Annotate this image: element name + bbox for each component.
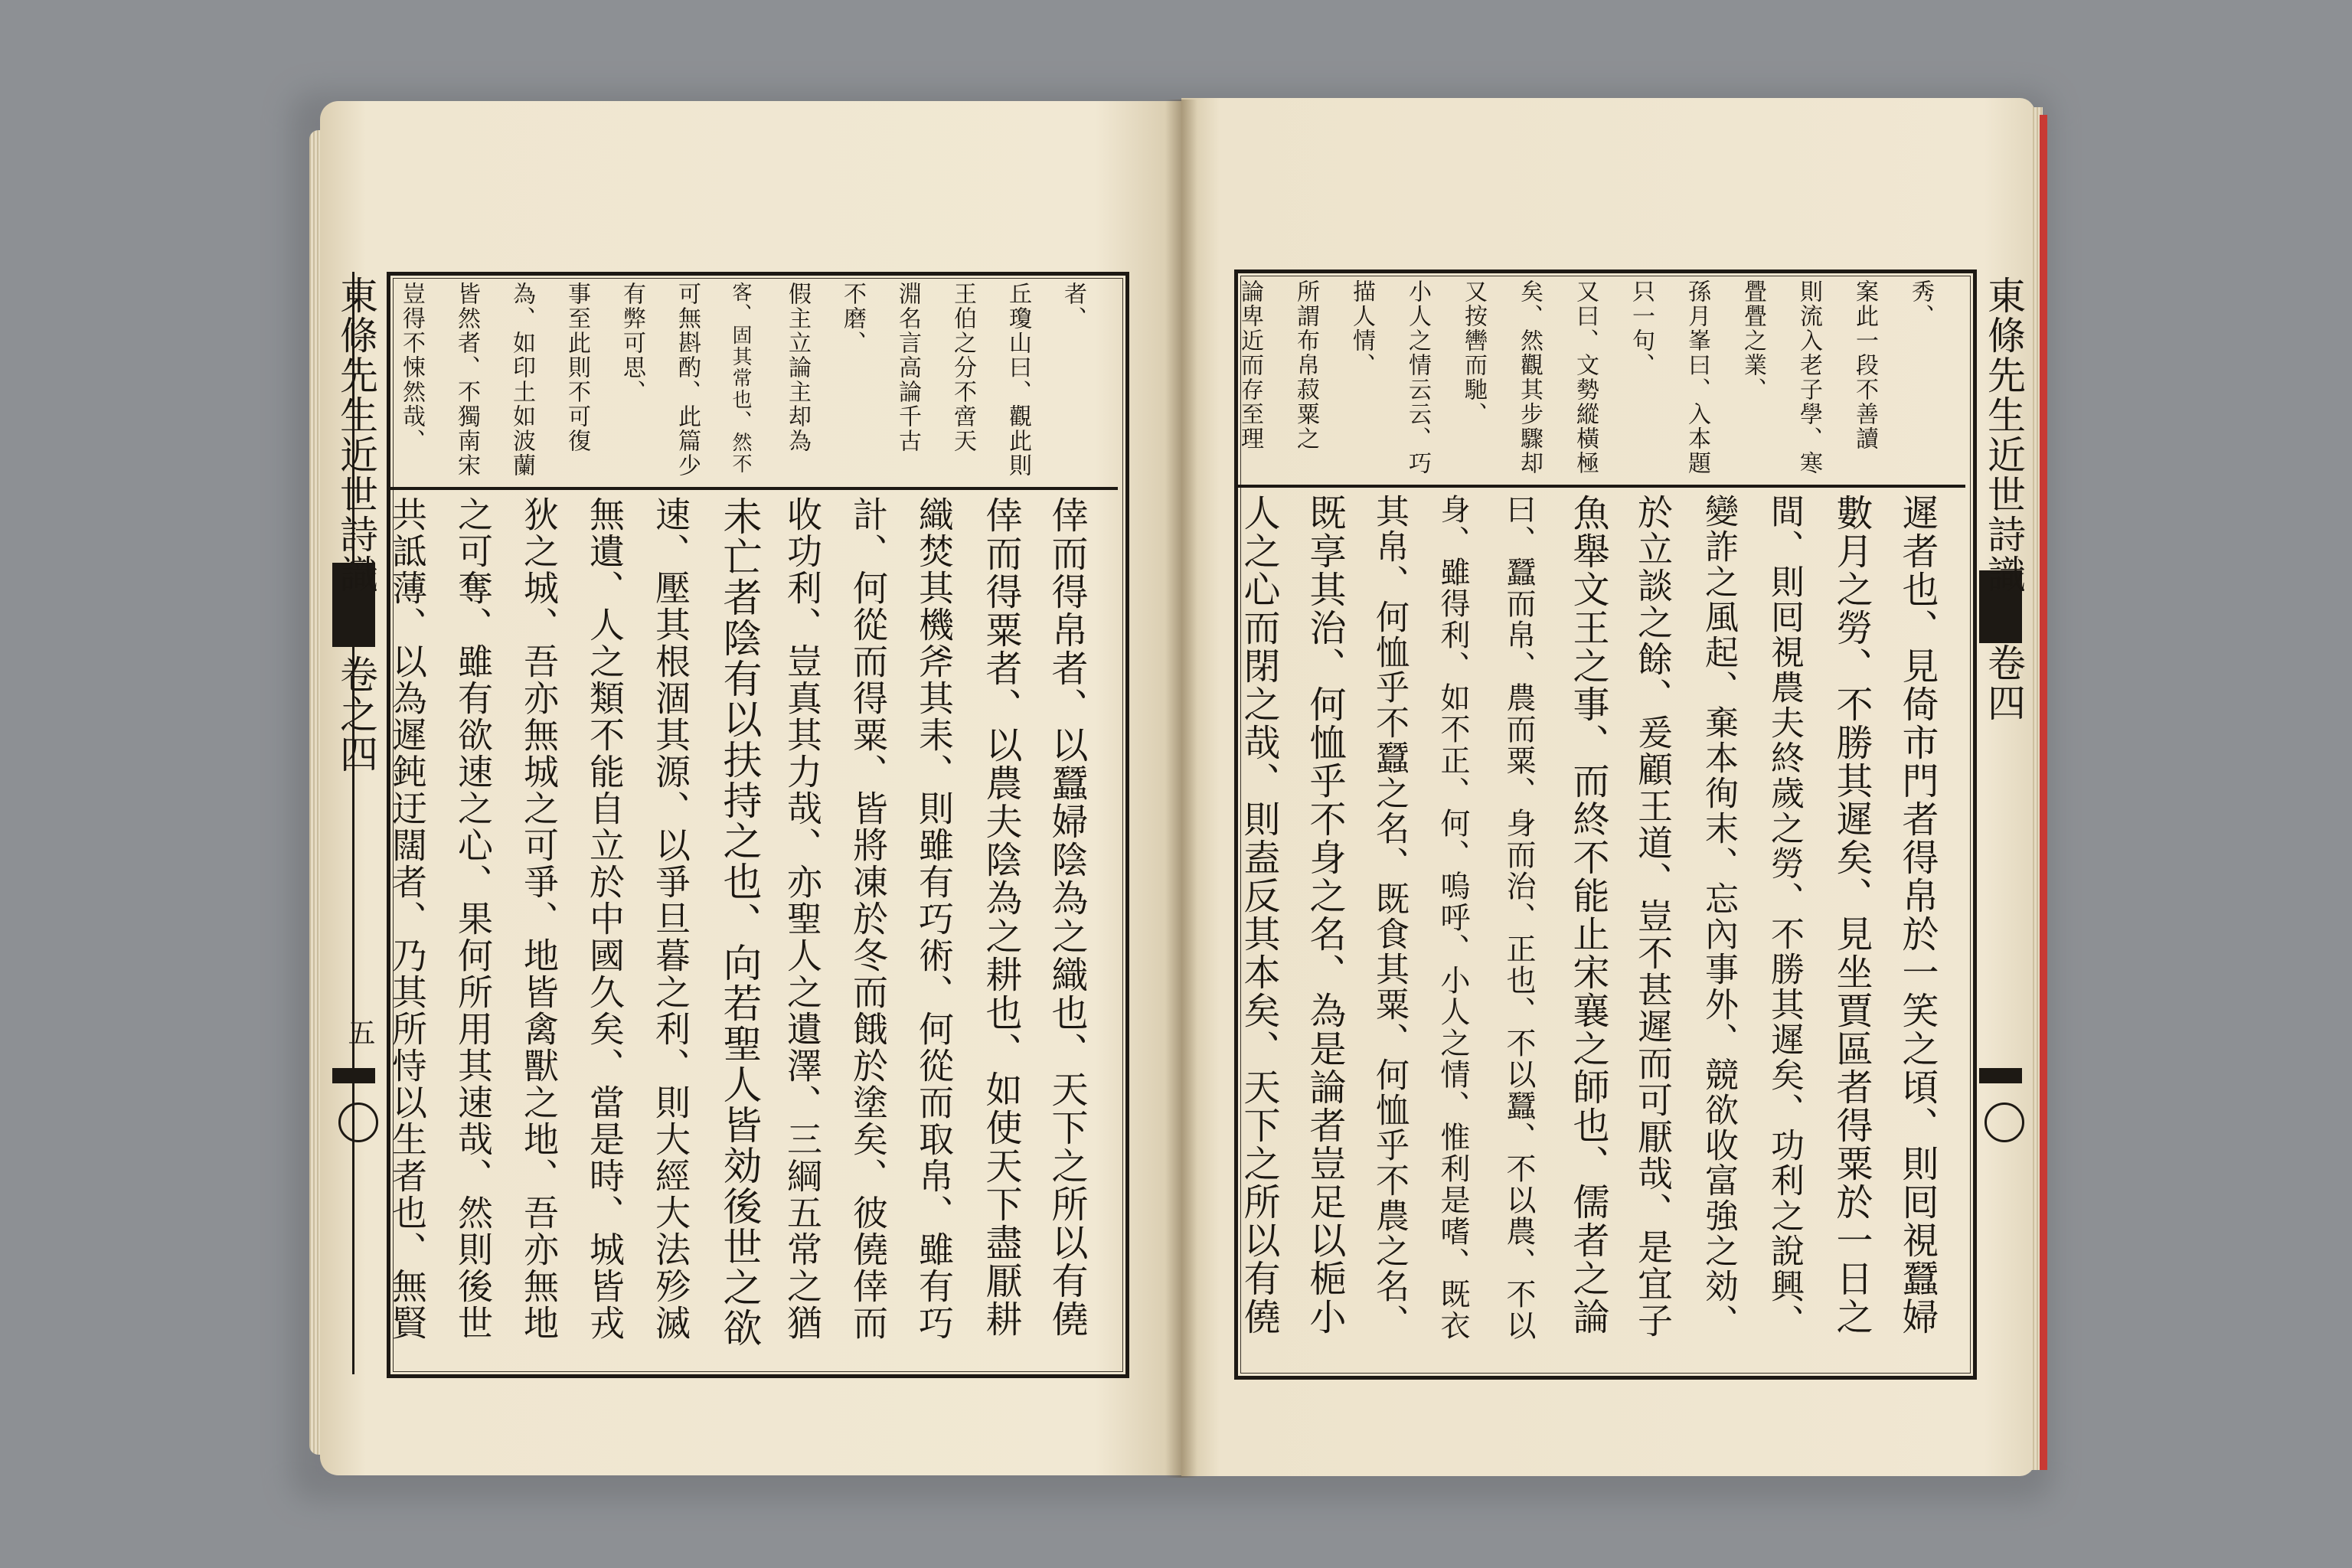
main-text-column: 曰、蠶而帛、農而粟、身而治、正也、不以蠶、不以農、不以 (1501, 494, 1536, 1341)
commentary-column: 客、固其常也、然不 (729, 282, 752, 475)
main-text-column: 遲者也、見倚市門者得帛於一笑之頃、則囘視蠶婦 (1896, 494, 1939, 1336)
commentary-column: 不磨、 (839, 282, 866, 355)
main-text-column: 於立談之餘、爰顧王道、豈不甚遲而可厭哉、是宜子 (1632, 494, 1674, 1339)
commentary-column: 小人之情云云、巧 (1404, 279, 1431, 475)
book-gutter (1165, 100, 1197, 1478)
right-lower-band (1979, 1068, 2022, 1083)
commentary-column: 淵名言高論千古 (894, 282, 921, 453)
right-commentary-divider (1238, 485, 1965, 488)
left-header-title: 東條先生近世詩識 (334, 276, 378, 594)
main-text-column: 魚舉文王之事、而終不能止宋襄之師也、儒者之論 (1566, 494, 1609, 1336)
right-banxin-line (1974, 270, 1976, 1372)
main-text-column: 狄之城、吾亦無城之可爭、地皆禽獸之地、吾亦無地 (518, 496, 560, 1341)
commentary-column: 皆然者、不獨南宋 (453, 282, 480, 478)
main-text-column: 倖而得帛者、以蠶婦陰為之織也、天下之所以有僥 (1045, 496, 1088, 1338)
right-volume-label: 卷四 (1981, 643, 2026, 723)
commentary-column: 案此一段不善讀 (1851, 279, 1878, 451)
commentary-column: 只一句、 (1628, 279, 1655, 377)
commentary-column: 為、如印土如波蘭 (508, 282, 535, 478)
left-circle-mark (338, 1102, 378, 1142)
main-text-column: 身、雖得利、如不正、何、嗚呼、小人之情、惟利是嗜、既衣 (1436, 494, 1470, 1341)
commentary-column: 丘瓊山曰、觀此則 (1004, 282, 1031, 478)
main-text-column: 變詐之風起、棄本徇末、忘內事外、競欲收富強之効、 (1699, 494, 1738, 1339)
main-text-column: 收功利、豈真其力哉、亦聖人之遺澤、三綱五常之猶 (782, 496, 823, 1341)
commentary-column: 事至此則不可復 (564, 282, 590, 453)
commentary-column: 所謂布帛菽粟之 (1292, 279, 1319, 451)
commentary-column: 則流入老子學、寒 (1795, 279, 1822, 475)
main-text-column: 數月之勞、不勝其遲矣、見坐賈區者得粟於一日之 (1830, 494, 1873, 1336)
commentary-column: 矣、然觀其步驟却 (1516, 279, 1543, 475)
main-text-column: 速、壓其根涸其源、以爭旦暮之利、則大經大法殄滅 (650, 496, 691, 1341)
commentary-column: 假主立論主却為 (784, 282, 811, 453)
right-circle-mark (1984, 1102, 2024, 1142)
right-header-title: 東條先生近世詩識 (1981, 276, 2026, 594)
main-text-column: 未亡者陰有以扶持之也、向若聖人皆効後世之欲 (716, 496, 761, 1348)
red-cover-edge (2040, 115, 2047, 1470)
main-text-column: 織焚其機斧其耒、則雖有巧術、何從而取帛、雖有巧 (913, 496, 955, 1341)
commentary-column: 孫月峯曰、入本題 (1684, 279, 1710, 475)
commentary-column: 可無斟酌、此篇少 (674, 282, 701, 478)
commentary-column: 論卑近而存至理 (1236, 279, 1263, 451)
main-text-column: 計、何從而得粟、皆將凍於冬而餓於塗矣、彼僥倖而 (848, 496, 889, 1341)
commentary-column: 王伯之分不啻天 (949, 282, 976, 453)
main-text-column: 既享其治、何恤乎不身之名、為是論者豈足以梔小 (1303, 494, 1346, 1336)
main-text-column: 間、則囘視農夫終歲之勞、不勝其遲矣、功利之說興、 (1765, 494, 1804, 1339)
main-text-column: 人之心而閉之哉、則盍反其本矣、天下之所以有僥 (1237, 494, 1280, 1336)
left-lower-band (332, 1068, 375, 1083)
left-folio-number: 五 (344, 1018, 375, 1046)
commentary-column: 有弊可思、 (619, 282, 645, 404)
left-volume-label: 卷之四 (334, 655, 378, 774)
commentary-column: 者、 (1060, 282, 1086, 331)
main-text-column: 倖而得粟者、以農夫陰為之耕也、如使天下盡厭耕 (979, 496, 1022, 1338)
commentary-column: 秀、 (1907, 279, 1934, 328)
commentary-column: 又按轡而馳、 (1460, 279, 1487, 426)
main-text-column: 無遺、人之類不能自立於中國久矣、當是時、城皆戎 (584, 496, 626, 1341)
commentary-column: 豈得不悚然哉、 (398, 282, 425, 453)
commentary-column: 舋舋之業、 (1740, 279, 1766, 402)
commentary-column: 描人情、 (1348, 279, 1375, 377)
main-text-column: 共詆薄、以為遲鈍迂闊者、乃其所恃以生者也、無賢 (387, 496, 428, 1341)
left-commentary-divider (390, 487, 1118, 490)
main-text-column: 之可奪、雖有欲速之心、果何所用其速哉、然則後世 (452, 496, 494, 1341)
main-text-column: 其帛、何恤乎不蠶之名、既食其粟、何恤乎不農之名、 (1370, 494, 1409, 1339)
commentary-column: 又曰、文勢縱橫極 (1572, 279, 1599, 475)
